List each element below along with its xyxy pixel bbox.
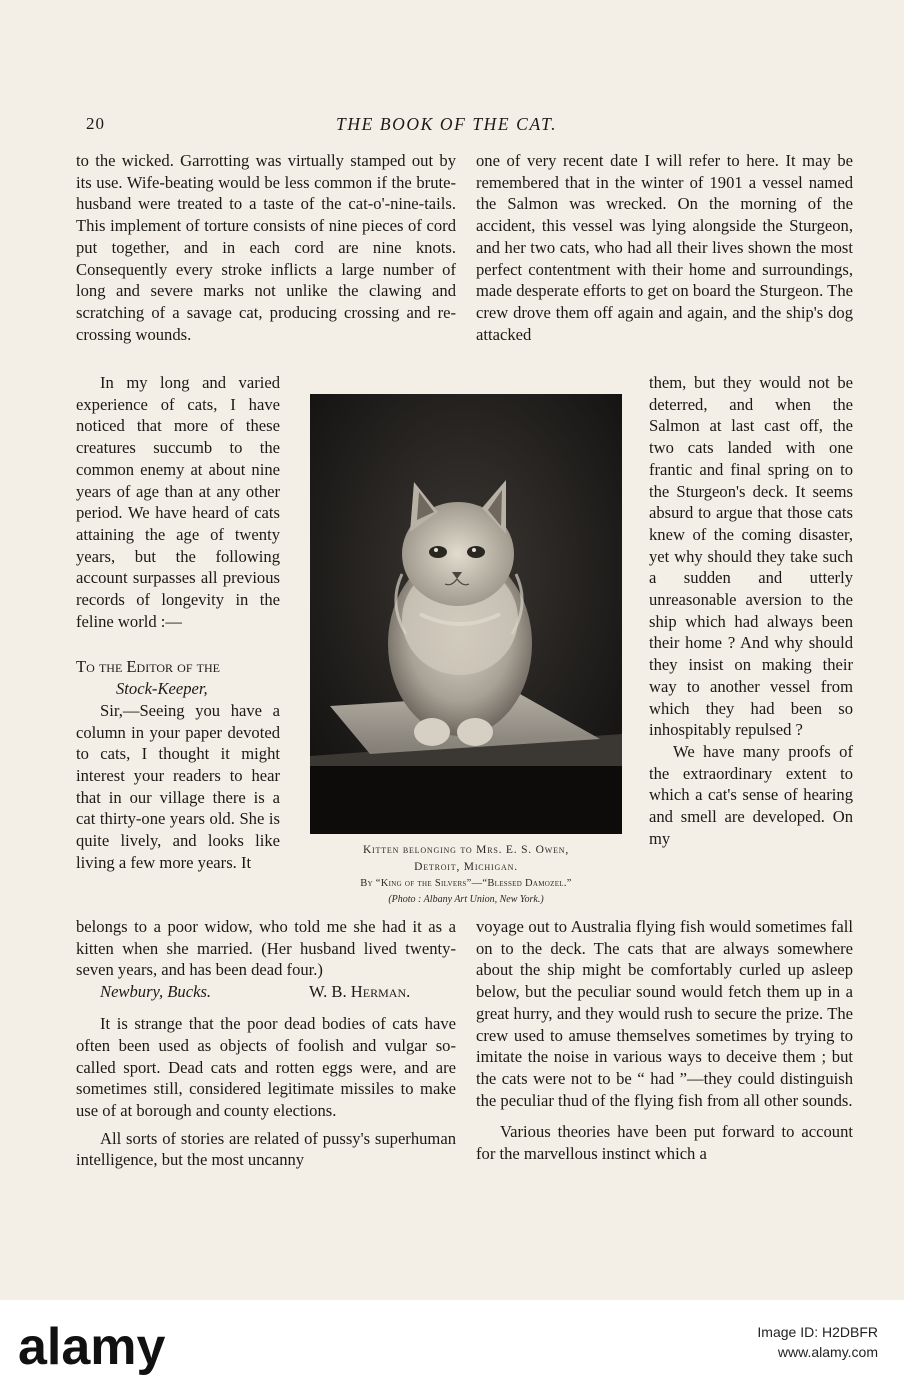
running-title: THE BOOK OF THE CAT. (336, 114, 558, 134)
paragraph: voyage out to Australia flying fish would sometimes fall on to the deck. The cats that are always somewhere about the ship might be comfortably curled up asleep below, but the peculiar sound would fetch them up in a great hurry, and they would rush to secure the prize. The crew used to amuse themselves sometimes by trying to imitate the noise in various ways to deceive them ; but the cats were not to be “ had ”—they could distinguish the peculiar thud of the flying fish from all other sounds. (476, 917, 853, 1110)
letter-salutation-line1: To the Editor of the (76, 657, 220, 677)
footer-strip (0, 1300, 904, 1390)
letter-salutation (76, 656, 280, 678)
paragraph: All sorts of stories are related of pussy's superhuman intelligence, but the most uncanny (76, 1128, 456, 1170)
left-column-top (76, 150, 456, 345)
caption-line2: Detroit, Michigan. (414, 861, 518, 873)
letter-place: Newbury, Bucks. (100, 982, 212, 1002)
caption-photo-credit: (Photo : Albany Art Union, New York.) (388, 894, 544, 905)
paragraph: to the wicked. Garrotting was virtually stamped out by its use. Wife-beating would be less common if the brute-husband were treated to a taste of the cat-o'-nine-tails. This implement of torture consists of nine pieces of cord put together, and in each cord are nine knots. Consequently every stroke inflicts a large number of long and severe marks not unlike the clawing and scratching of a savage cat, producing crossing and re-crossing wounds. (76, 151, 456, 344)
letter-signature: W. B. Herman. (309, 982, 411, 1002)
paragraph: them, but they would not be deterred, and when the Salmon at last cast off, the two cats landed with one frantic and final spring on to the Sturgeon's deck. It seems absurd to argue that those cats knew of the coming disaster, yet why should they take such a sudden and utterly unreasonable aversion to the ship which had always been their home ? And why should they insist on making their way to another vessel from which they had been so inhospitably repulsed ? (649, 373, 853, 740)
svg-text:alamy: alamy (18, 1318, 166, 1376)
letter-signoff (76, 981, 456, 1003)
image-id: Image ID: H2DBFR (757, 1324, 878, 1340)
paragraph: We have many proofs of the extraordinary extent to which a cat's sense of hearing and smell are developed. On my (649, 741, 853, 848)
letter-body: Sir,—Seeing you have a column in your paper devoted to cats, I thought it might interest your readers to hear that in our village there is a cat thirty-one years old. She is quite lively, and looks like living a few more years. It (76, 700, 280, 872)
right-column-beside-photo (649, 372, 853, 849)
paragraph: Various theories have been put forward to account for the marvellous instinct which a (476, 1122, 853, 1164)
letter-body-continued: belongs to a poor widow, who told me she had it as a kitten when she married. (Her husband lived twenty-seven years, and has been dead four.) (76, 917, 456, 980)
paragraph: It is strange that the poor dead bodies of cats have often been used as objects of foolish and vulgar so-called sport. Dead cats and rotten eggs were, and are sometimes still, considered legitimate missiles to make use of at borough and county elections. (76, 1014, 456, 1120)
alamy-logo (18, 1316, 194, 1376)
page-number: 20 (86, 114, 105, 133)
kitten-illustration (310, 394, 622, 834)
kitten-photograph (310, 394, 622, 834)
left-column-bottom (76, 916, 456, 1171)
paragraph: In my long and varied experience of cats, I have noticed that more of these creatures succumb to the common enemy at about nine years of age than at any other period. We have heard of cats attaining the age of twenty years, but the following account surpasses all previous records of longevity in the feline world :— (76, 373, 280, 631)
left-column-beside-photo (76, 372, 280, 873)
paragraph: one of very recent date I will refer to here. It may be remembered that in the winter of 1901 a vessel named the Salmon was wrecked. On the morning of the accident, this vessel was lying alongside the Sturgeon, and her two cats, who had all their lives shown the most perfect contentment with their home and surroundings, made desperate efforts to get on board the Sturgeon. The crew drove them off again and again, and the ship's dog attacked (476, 151, 853, 344)
photo-caption (296, 842, 636, 907)
right-column-bottom (476, 916, 853, 1165)
right-column-top (476, 150, 853, 345)
stock-info (757, 1322, 878, 1362)
caption-credit: By “King of the Silvers”—“Blessed Damozel.” (360, 878, 572, 889)
site-url: www.alamy.com (777, 1344, 878, 1360)
caption-line1: Kitten belonging to Mrs. E. S. Owen, (362, 844, 570, 856)
letter-salutation-line2: Stock-Keeper, (116, 679, 208, 699)
